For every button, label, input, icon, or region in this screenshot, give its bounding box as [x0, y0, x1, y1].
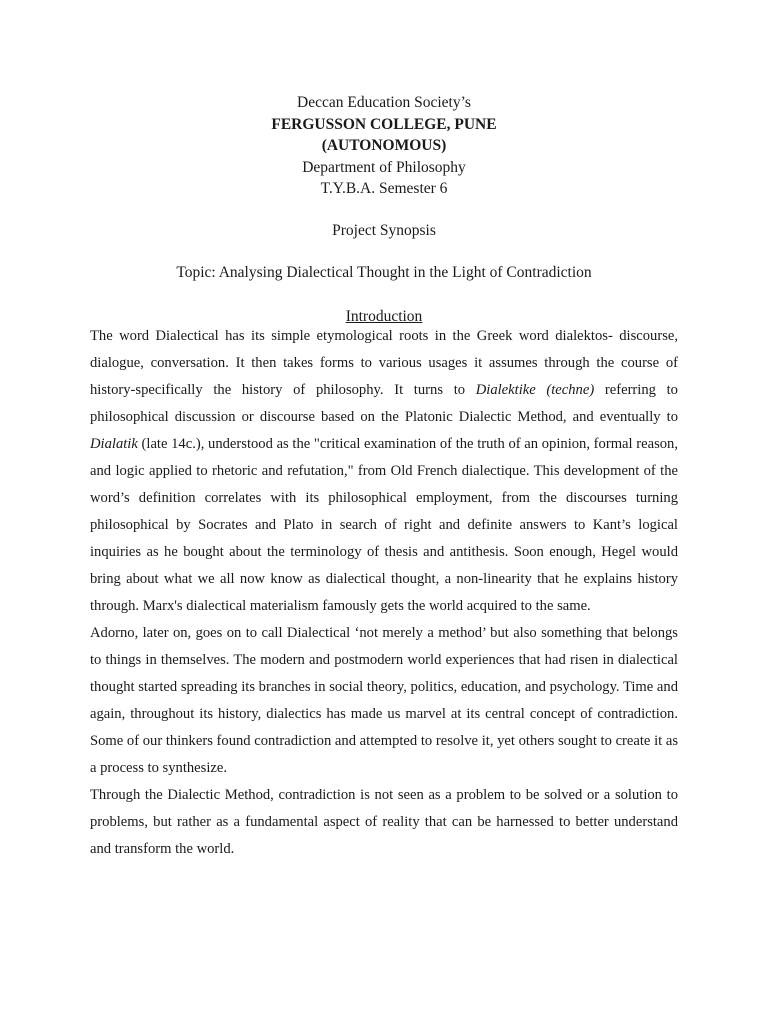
paragraph-1-italic-dialatik: Dialatik	[90, 436, 138, 452]
introduction-heading: Introduction	[345, 308, 423, 325]
paragraph-3: Through the Dialectic Method, contradiction is not seen as a problem to be solved or a solution to problems, but rather as a fundamental aspect of reality that can be harnessed to better understand and transform the world.	[90, 787, 678, 857]
synopsis-label: Project Synopsis	[332, 222, 436, 239]
paragraph-1-part-b: referring to philosophical discussion or discourse based on the Platonic Dialectic Method, and eventually to	[90, 382, 678, 425]
topic-line: Topic: Analysing Dialectical Thought in the Light of Contradiction	[176, 264, 592, 281]
autonomous-label: (AUTONOMOUS)	[321, 137, 447, 154]
society-name: Deccan Education Society’s	[297, 94, 471, 111]
college-name: FERGUSSON COLLEGE, PUNE	[271, 115, 497, 133]
paragraph-2: Adorno, later on, goes on to call Dialectical ‘not merely a method’ but also something that belongs to things in themselves. The modern and postmodern world experiences that had risen in dialectical thought started spreading its branches in social theory, politics, education, and psychology. Time and again, throughout its history, dialectics has made us marvel at its central concept of contradiction. Some of our thinkers found contradiction and attempted to resolve it, yet others sought to create it as a process to synthesize.	[90, 625, 678, 776]
paragraph-1	[90, 323, 678, 620]
paragraph-1-part-a: The word Dialectical has its simple etymological roots in the Greek word dialektos- discourse, dialogue, conversation. It then takes forms to various usages it assumes through the course of history-specifically the history of philosophy. It turns to	[90, 328, 678, 398]
paragraph-1-part-c: (late 14c.), understood as the "critical examination of the truth of an opinion, formal reason, and logic applied to rhetoric and refutation," from Old French dialectique. This development of the word’s definition correlates with its philosophical employment, from the discourses turning philosophical by Socrates and Plato in search of right and definite answers to Kant’s logical inquiries as he bought about the terminology of thesis and antithesis. Soon enough, Hegel would bring about what we all now know as dialectical thought, a non-linearity that he explains history through. Marx's dialectical materialism famously gets the world acquired to the same.	[90, 436, 678, 614]
semester-label: T.Y.B.A. Semester 6	[320, 180, 448, 197]
department-name: Department of Philosophy	[302, 158, 466, 176]
document-header	[0, 92, 768, 200]
document-body	[90, 323, 678, 863]
paragraph-1-italic-dialektike: Dialektike (techne)	[475, 382, 595, 398]
